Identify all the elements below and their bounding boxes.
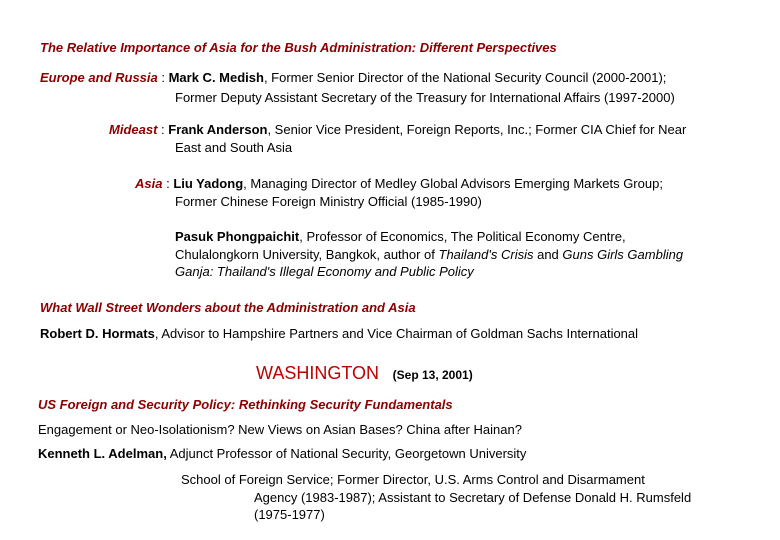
speaker-desc: , Former Senior Director of the National Security Council (2000-2001); [263, 70, 667, 85]
hormats-entry [40, 326, 638, 342]
book-title: Thailand's Crisis [438, 247, 534, 262]
book-title: Guns Girls Gambling [562, 247, 684, 262]
location-header [256, 362, 473, 386]
speaker-name: Mark C. Medish [168, 70, 264, 85]
speaker-desc: , Senior Vice President, Foreign Reports, Inc.; Former CIA Chief for Near [267, 122, 687, 137]
separator: : [162, 176, 174, 191]
mideast-entry [109, 122, 686, 138]
separator: : [157, 70, 169, 85]
conjunction: and [533, 247, 563, 262]
region-label: Asia [135, 176, 163, 191]
europe-desc-line2: Former Deputy Assistant Secretary of the Treasury for International Affairs (1997-2000) [175, 90, 675, 105]
section1-title: The Relative Importance of Asia for the Bush Administration: Different Perspectives [40, 40, 557, 55]
asia-entry [135, 176, 663, 192]
asia-desc-line2: Former Chinese Foreign Ministry Official (1985-1990) [175, 194, 482, 209]
desc-text: Chulalongkorn University, Bangkok, author of [175, 247, 439, 262]
pasuk-entry [175, 229, 626, 245]
speaker-name: Pasuk Phongpaichit [175, 229, 300, 244]
speaker-name: Frank Anderson [168, 122, 268, 137]
section2-title: What Wall Street Wonders about the Administration and Asia [40, 300, 416, 315]
event-date: (Sep 13, 2001) [392, 368, 473, 382]
section3-subtitle: Engagement or Neo-Isolationism? New Views on Asian Bases? China after Hainan? [38, 422, 522, 437]
speaker-desc: , Professor of Economics, The Political Economy Centre, [299, 229, 626, 244]
adelman-desc-line4: (1975-1977) [254, 507, 325, 522]
adelman-desc-line3: Agency (1983-1987); Assistant to Secretary of Defense Donald H. Rumsfeld [254, 490, 692, 505]
speaker-name: Robert D. Hormats [40, 326, 155, 341]
region-label: Mideast [109, 122, 158, 137]
pasuk-desc-line2 [175, 247, 683, 263]
europe-entry [40, 70, 666, 86]
speaker-desc: Adjunct Professor of National Security, Georgetown University [166, 446, 527, 461]
city-name: WASHINGTON [256, 363, 380, 383]
adelman-entry [38, 446, 526, 462]
pasuk-desc-line3: Ganja: Thailand's Illegal Economy and Public Policy [175, 264, 474, 279]
speaker-name: Liu Yadong [173, 176, 244, 191]
speaker-name: Kenneth L. Adelman, [38, 446, 167, 461]
mideast-desc-line2: East and South Asia [175, 140, 293, 155]
adelman-desc-line2: School of Foreign Service; Former Director, U.S. Arms Control and Disarmament [181, 472, 645, 487]
speaker-desc: , Advisor to Hampshire Partners and Vice Chairman of Goldman Sachs International [154, 326, 639, 341]
region-label: Europe and Russia [40, 70, 158, 85]
section3-title: US Foreign and Security Policy: Rethinking Security Fundamentals [38, 397, 453, 412]
separator: : [157, 122, 169, 137]
speaker-desc: , Managing Director of Medley Global Advisors Emerging Markets Group; [243, 176, 663, 191]
